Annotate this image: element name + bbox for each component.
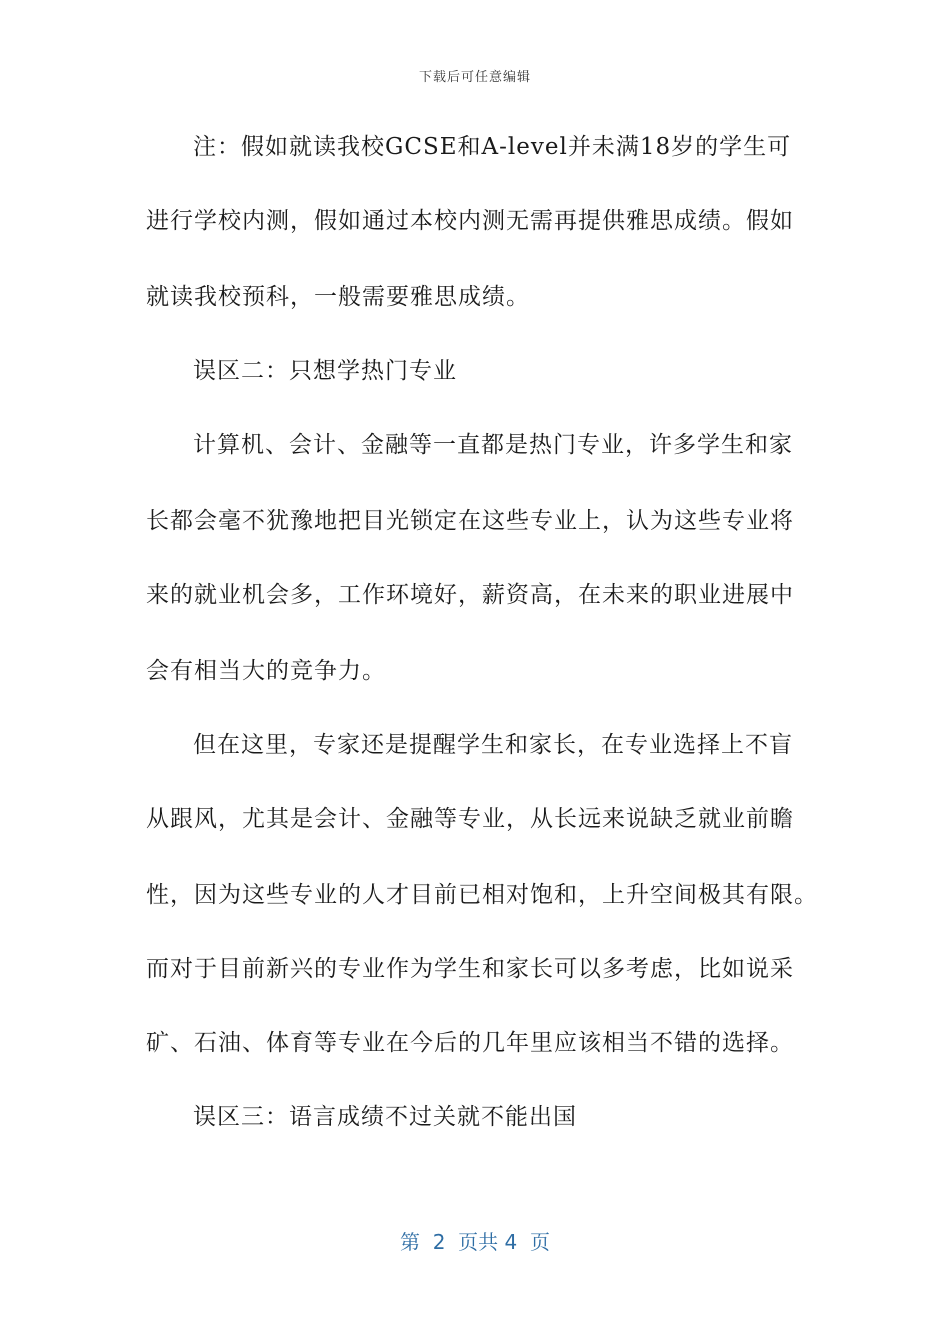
- paragraph-line: 注：假如就读我校GCSE和A-level并未满18岁的学生可: [193, 134, 792, 160]
- paragraph-line: 而对于目前新兴的专业作为学生和家长可以多考虑，比如说采: [146, 956, 794, 982]
- section-heading: 误区二：只想学热门专业: [193, 358, 457, 384]
- paragraph-line: 会有相当大的竞争力。: [146, 658, 386, 684]
- paragraph-line: 来的就业机会多，工作环境好，薪资高，在未来的职业进展中: [146, 582, 794, 608]
- paragraph-line: 进行学校内测，假如通过本校内测无需再提供雅思成绩。假如: [146, 208, 794, 234]
- paragraph-line: 就读我校预科，一般需要雅思成绩。: [146, 284, 530, 310]
- paragraph-line: 矿、石油、体育等专业在今后的几年里应该相当不错的选择。: [146, 1030, 794, 1056]
- paragraph-line: 性，因为这些专业的人才目前已相对饱和，上升空间极其有限。: [146, 882, 818, 908]
- paragraph-line: 从跟风，尤其是会计、金融等专业，从长远来说缺乏就业前瞻: [146, 806, 794, 832]
- paragraph-line: 长都会毫不犹豫地把目光锁定在这些专业上，认为这些专业将: [146, 508, 794, 534]
- section-heading: 误区三：语言成绩不过关就不能出国: [193, 1104, 577, 1130]
- paragraph-line: 计算机、会计、金融等一直都是热门专业，许多学生和家: [193, 432, 793, 458]
- paragraph-line: 但在这里，专家还是提醒学生和家长，在专业选择上不盲: [193, 732, 793, 758]
- header-note: 下载后可任意编辑: [418, 70, 531, 85]
- page-number: 第 2 页共 4 页: [400, 1230, 550, 1254]
